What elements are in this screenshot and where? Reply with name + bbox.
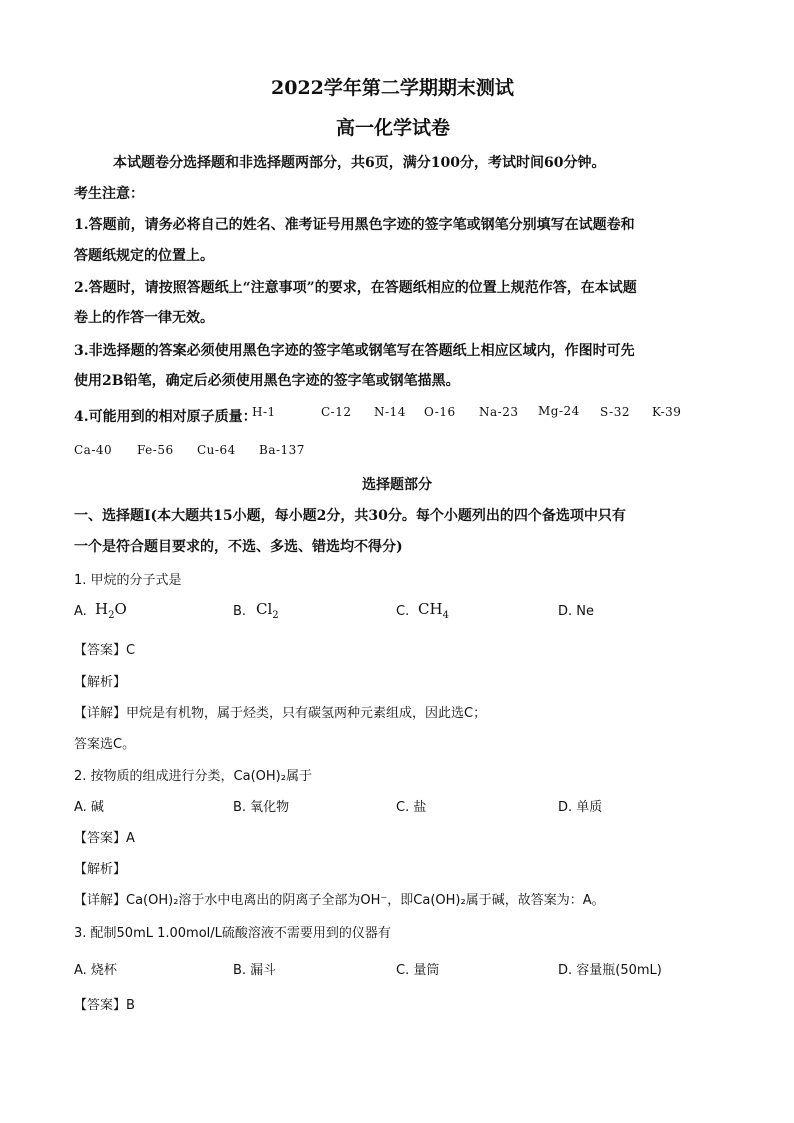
note-1-line-2: 答题纸规定的位置上。 [74,248,214,264]
note-4-label: 4.可能用到的相对原子质量： [74,409,257,425]
atomic-mass-h: H-1 [252,405,276,419]
intro-text: 本试题卷分选择题和非选择题两部分，共6页，满分100分，考试时间60分钟。 [113,155,606,171]
q2-answer: 【答案】A [74,831,135,846]
atomic-mass-k: K-39 [652,405,682,419]
atomic-mass-ca: Ca-40 [74,443,113,457]
atomic-mass-ba: Ba-137 [259,443,305,457]
atomic-mass-o: O-16 [424,405,456,419]
note-2-line-1: 2.答题时，请按照答题纸上“注意事项”的要求，在答题纸相应的位置上规范作答，在本试题 [74,280,637,296]
atomic-mass-n: N-14 [374,405,406,419]
q2-option-a: A. 碱 [74,800,104,815]
atomic-mass-fe: Fe-56 [137,443,174,457]
q1-option-b-label: B. [233,604,247,619]
q3-option-b: B. 漏斗 [233,963,277,978]
q2-stem: 2. 按物质的组成进行分类，Ca(OH)₂属于 [74,769,312,784]
page-subtitle: 高一化学试卷 [336,117,451,139]
atomic-mass-s: S-32 [600,405,630,419]
note-3-line-2: 使用2B铅笔，确定后必须使用黑色字迹的签字笔或钢笔描黑。 [74,373,460,389]
q2-detail: 【详解】Ca(OH)₂溶于水中电离出的阴离子全部为OH⁻，即Ca(OH)₂属于碱，故答案为：A。 [74,893,605,908]
atomic-mass-c: C-12 [321,405,352,419]
q1-option-a-formula: $H_2O$ [95,600,127,621]
q1-option-b-formula: $Cl_2$ [256,600,279,621]
note-1-line-1: 1.答题前，请务必将自己的姓名、准考证号用黑色字迹的签字笔或钢笔分别填写在试题卷和 [74,217,635,233]
q2-option-d: D. 单质 [558,800,603,815]
q1-analysis-tag: 【解析】 [74,675,127,690]
q1-conclusion: 答案选C。 [74,737,136,752]
q1-option-a-label: A. [74,604,87,619]
atomic-mass-na: Na-23 [479,405,519,419]
q3-answer: 【答案】B [74,998,135,1013]
q3-option-d: D. 容量瓶(50mL) [558,963,662,978]
q1-answer: 【答案】C [74,643,136,658]
q1-option-c-label: C. [396,604,410,619]
q2-option-c: C. 盐 [396,800,427,815]
q2-option-b: B. 氧化物 [233,800,290,815]
q1-option-d: D. Ne [558,604,594,619]
notes-heading: 考生注意： [74,186,144,202]
q3-option-c: C. 量筒 [396,963,440,978]
q1-detail: 【详解】甲烷是有机物，属于烃类，只有碳氢两种元素组成，因此选C； [74,706,487,721]
q3-stem: 3. 配制50mL 1.00mol/L硫酸溶液不需要用到的仪器有 [74,926,391,941]
q1-option-c-formula: $CH_4$ [418,600,449,621]
section-title: 选择题部分 [362,477,432,493]
note-2-line-2: 卷上的作答一律无效。 [74,310,214,326]
section-heading-line-2: 一个是符合题目要求的，不选、多选、错选均不得分) [74,539,403,555]
q2-analysis-tag: 【解析】 [74,862,127,877]
page-title: 2022学年第二学期期末测试 [271,77,514,99]
q3-option-a: A. 烧杯 [74,963,117,978]
note-3-line-1: 3.非选择题的答案必须使用黑色字迹的签字笔或钢笔写在答题纸上相应区域内，作图时可先 [74,343,635,359]
q1-stem: 1. 甲烷的分子式是 [74,573,182,588]
section-heading-line-1: 一、选择题Ⅰ(本大题共15小题，每小题2分，共30分。每个小题列出的四个备选项中只有 [74,508,626,524]
atomic-mass-cu: Cu-64 [197,443,236,457]
atomic-mass-mg: Mg-24 [538,404,580,418]
